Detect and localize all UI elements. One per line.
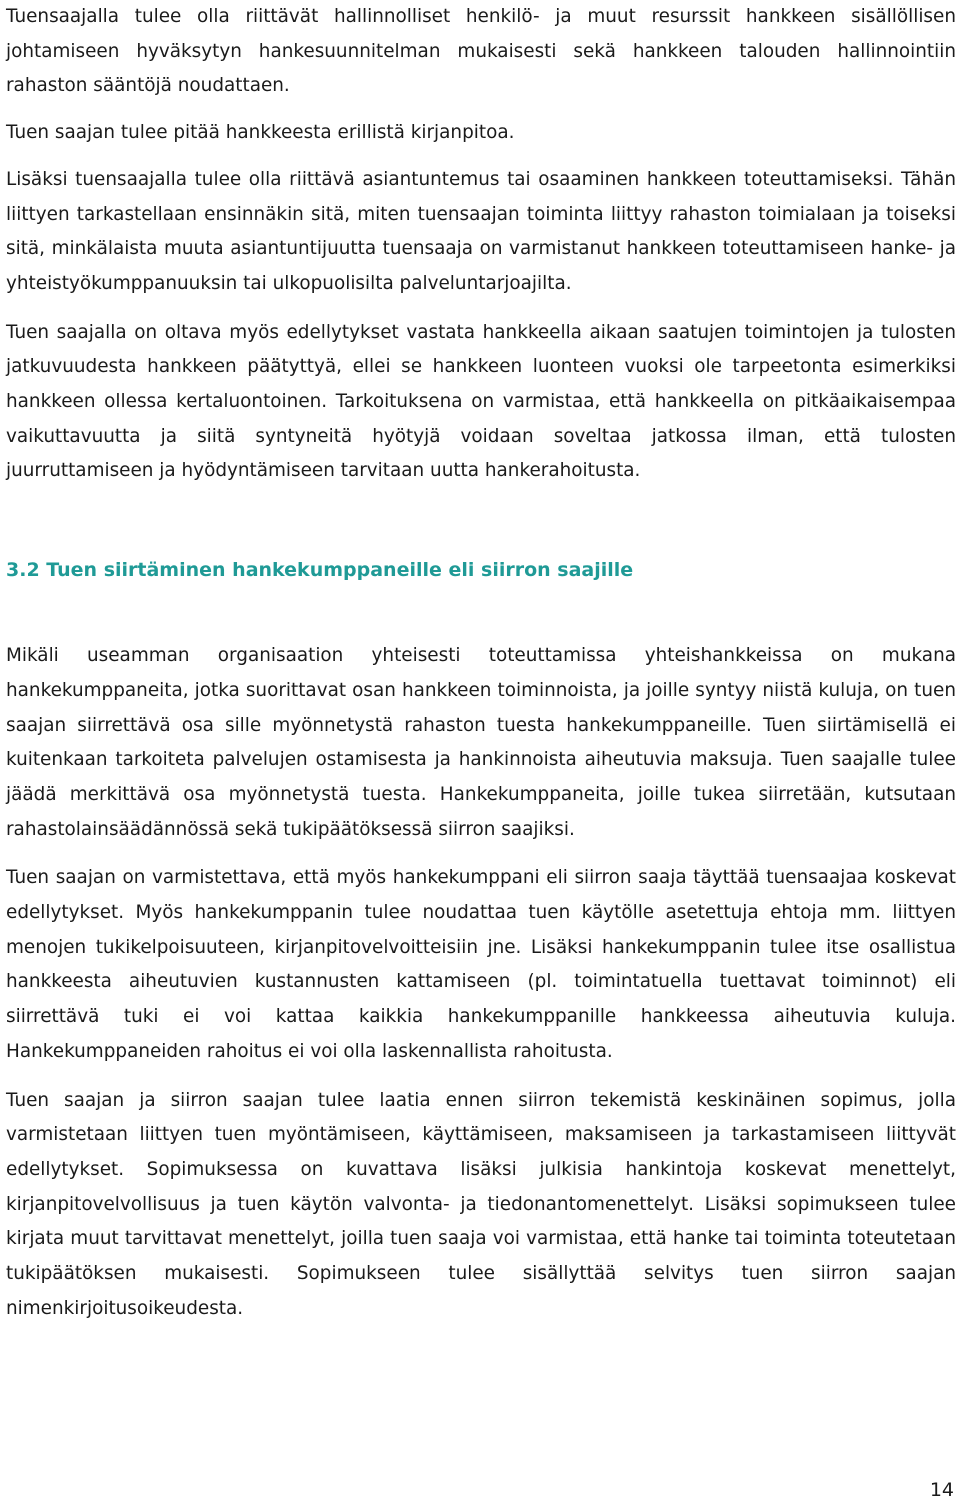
page-number: 14	[929, 1479, 954, 1501]
paragraph-agreement: Tuen saajan ja siirron saajan tulee laatia ennen siirron tekemistä keskinäinen sopimus, jolla varmistetaan liittyen tuen myöntämiseen, käyttämiseen, maksamiseen ja tarkastamiseen liittyvät edellytykset. Sopimuksessa on kuvattava lisäksi julkisia hankintoja koskevat menettelyt, kirjanpitovelvollisuus ja tuen käytön valvonta- ja tiedonantomenettelyt. Lisäksi sopimukseen tulee kirjata muut tarvittavat menettelyt, joilla tuen saaja voi varmistaa, että hanke tai toiminta toteutetaan tukipäätöksen mukaisesti. Sopimukseen tulee sisällyttää selvitys tuen siirron saajan nimenkirjoitusoikeudesta.	[6, 1089, 956, 1319]
paragraph-expertise: Lisäksi tuensaajalla tulee olla riittävä asiantuntemus tai osaaminen hankkeen toteuttamiseksi. Tähän liittyen tarkastellaan ensinnäkin sitä, miten tuensaajan toiminta liittyy rahaston toimialaan ja toiseksi sitä, minkälaista muuta asiantuntijuutta tuensaaja on varmistanut hankkeen toteuttamiseen hanke- ja yhteistyökumppanuuksin tai ulkopuolisilta palveluntarjoajilta.	[6, 168, 956, 294]
paragraph-bookkeeping: Tuen saajan tulee pitää hankkeesta erillistä kirjanpitoa.	[6, 122, 515, 144]
document-page	[6, 0, 956, 1327]
section-heading: 3.2 Tuen siirtäminen hankekumppaneille eli siirron saajille	[6, 559, 634, 582]
paragraph-continuity: Tuen saajalla on oltava myös edellytykset vastata hankkeella aikaan saatujen toimintojen ja tulosten jatkuvuudesta hankkeen päätyttyä, ellei se hankkeen luonteen vuoksi ole tarpeetonta esimerkiksi hankkeen ollessa kertaluontoinen. Tarkoituksena on varmistaa, että hankkeella on pitkäaikaisempaa vaikuttavuutta ja siitä syntyneitä hyötyjä voidaan soveltaa jatkossa ilman, että tulosten juurruttamiseen ja hyödyntämiseen tarvitaan uutta hankerahoitusta.	[6, 321, 956, 482]
paragraph-partner-requirements: Tuen saajan on varmistettava, että myös hankekumppani eli siirron saaja täyttää tuensaajaa koskevat edellytykset. Myös hankekumppanin tulee noudattaa tuen käytölle asetettuja ehtoja mm. liittyen menojen tukikelpoisuuteen, kirjanpitovelvoitteisiin jne. Lisäksi hankekumppanin tulee itse osallistua hankkeesta aiheutuvien kustannusten kattamiseen (pl. toimintatuella tuettavat toiminnot) eli siirrettävä tuki ei voi kattaa kaikkia hankekumppanille hankkeessa aiheutuvia kuluja. Hankekumppaneiden rahoitus ei voi olla laskennallista rahoitusta.	[6, 867, 956, 1062]
paragraph-administrative-resources: Tuensaajalla tulee olla riittävät hallinnolliset henkilö- ja muut resurssit hankkeen sisällöllisen johtamiseen hyväksytyn hankesuunnitelman mukaisesti sekä hankkeen talouden hallinnointiin rahaston sääntöjä noudattaen.	[6, 6, 956, 97]
paragraph-partners: Mikäli useamman organisaation yhteisesti toteuttamissa yhteishankkeissa on mukana hankekumppaneita, jotka suorittavat osan hankkeen toiminnoista, ja joille syntyy niistä kuluja, on tuen saajan siirrettävä osa sille myönnetystä rahaston tuesta hankekumppaneille. Tuen siirtämisellä ei kuitenkaan tarkoiteta palvelujen ostamisesta ja hankinnoista aiheutuvia maksuja. Tuen saajalle tulee jäädä merkittävä osa myönnetystä tuesta. Hankekumppaneita, joille tukea siirretään, kutsutaan rahastolainsäädännössä sekä tukipäätöksessä siirron saajiksi.	[6, 645, 956, 840]
